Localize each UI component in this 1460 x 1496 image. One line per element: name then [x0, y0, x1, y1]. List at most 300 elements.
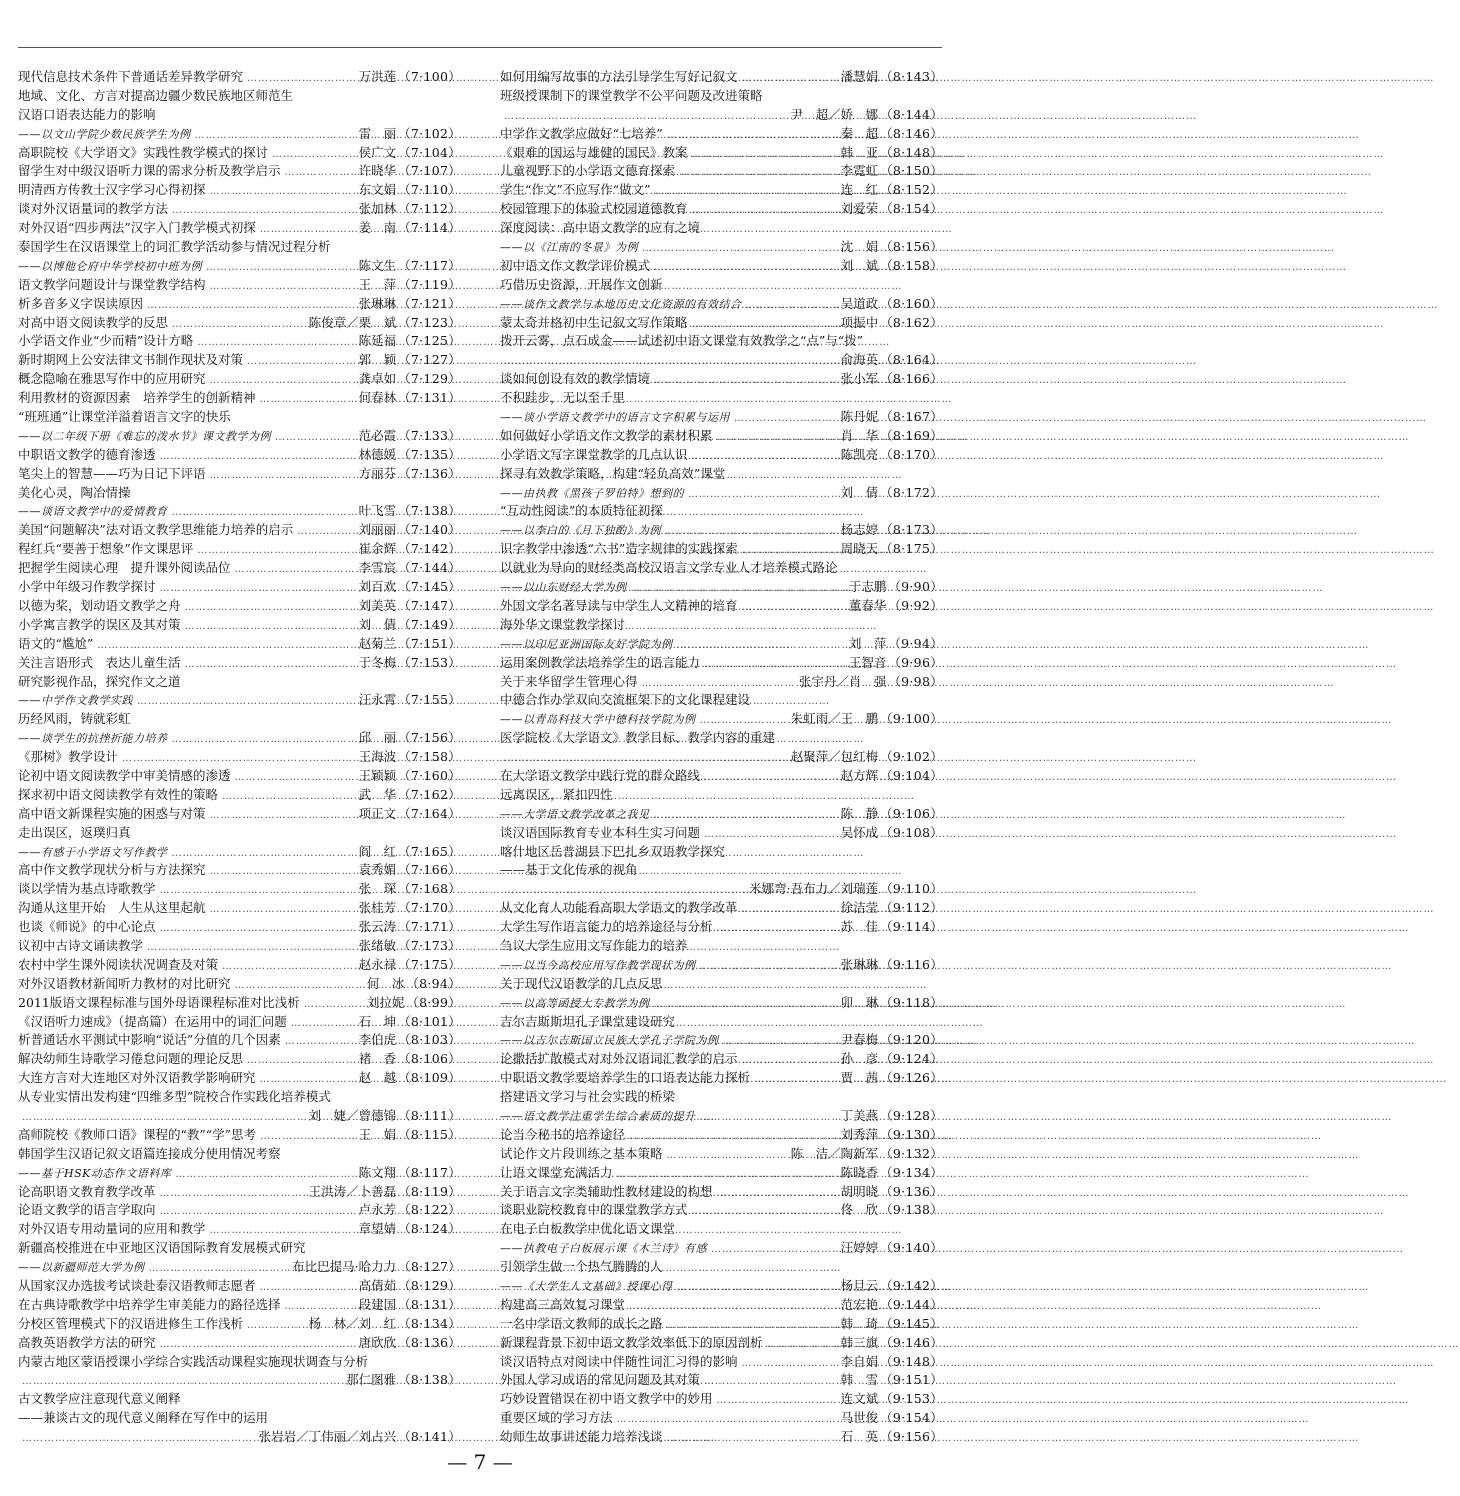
- toc-page-ref: （8·127）: [398, 1259, 461, 1275]
- toc-author: 雷 丽: [358, 125, 397, 141]
- toc-title-line: [500, 276, 943, 295]
- toc-entry: [18, 144, 461, 163]
- toc-page-ref: （7·166）: [398, 862, 461, 878]
- toc-title: 中职语文教学的德育渗透: [18, 446, 156, 462]
- toc-entry: [500, 918, 943, 937]
- toc-title-line: [500, 332, 943, 351]
- toc-title: 一名中学语文教师的成长之路: [500, 1315, 663, 1331]
- toc-entry: [18, 200, 461, 219]
- toc-page-ref: （8·124）: [398, 1221, 461, 1237]
- toc-author: 章望婧: [358, 1221, 397, 1237]
- toc-title-line: [500, 389, 943, 408]
- toc-subtitle: ——以吉尔吉斯国立民族大学孔子学院为例: [500, 1034, 719, 1048]
- toc-title-line: [18, 1239, 461, 1258]
- toc-title: 高中语文新课程实施的困惑与对策: [18, 805, 206, 821]
- toc-page-ref: （8·129）: [398, 1278, 461, 1293]
- toc-author: 石 英: [840, 1429, 879, 1445]
- toc-subtitle: ——《大学生人文基础》授课心得: [500, 1280, 673, 1293]
- toc-author: 贾 茜: [840, 1070, 879, 1086]
- toc-subtitle: ——以当今高校应用写作教学现状为例: [500, 958, 696, 972]
- toc-page-ref: （7·158）: [398, 749, 461, 765]
- toc-title: 高教英语教学方法的研究: [18, 1334, 156, 1350]
- toc-title-line: [18, 87, 461, 106]
- toc-title: 解决幼师生诗歌学习倦怠问题的理论反思: [18, 1051, 244, 1067]
- toc-title-line: [18, 1353, 461, 1372]
- toc-entry: [18, 635, 461, 654]
- toc-page-ref: （8·136）: [398, 1334, 461, 1350]
- toc-author: 项振中: [840, 314, 879, 330]
- toc-page-ref: （9·112）: [880, 900, 943, 916]
- toc-entry: [18, 1107, 461, 1126]
- toc-entry: [18, 1220, 461, 1239]
- toc-author: 潘慧娟: [840, 69, 879, 84]
- toc-author: 林德媛: [358, 446, 397, 462]
- toc-title: 笔尖上的智慧——巧为日记下评语: [18, 465, 206, 481]
- toc-title: 《汉语听力速成》（提高篇）在运用中的词汇问题: [18, 1013, 287, 1029]
- toc-page-ref: （7·147）: [398, 597, 461, 613]
- toc-subtitle: ——基于HSK动态作文语料库: [18, 1166, 172, 1180]
- toc-title: 美国“问题解决”法对语文教学思维能力培养的启示: [18, 522, 294, 538]
- toc-entry: [500, 370, 943, 389]
- toc-author: 韩三旗: [840, 1334, 879, 1350]
- toc-entry: [18, 1050, 461, 1069]
- toc-author: 沈 娟: [840, 239, 879, 255]
- toc-page-ref: （9·108）: [880, 824, 943, 840]
- toc-title-line: [500, 861, 943, 880]
- toc-title-line: [500, 843, 943, 862]
- toc-page-ref: （8·167）: [880, 409, 943, 425]
- toc-entry: [18, 125, 461, 144]
- toc-page-ref: （9·146）: [880, 1334, 943, 1350]
- toc-title: 医学院校《大学语文》教学目标、教学内容的重建: [500, 730, 776, 746]
- toc-page-ref: （8·122）: [398, 1202, 461, 1218]
- toc-entry: [500, 597, 943, 616]
- toc-author: 布比巴提马·哈力力: [292, 1259, 397, 1275]
- toc-entry: [18, 332, 461, 351]
- toc-title: 也谈《师说》的中心论点: [18, 919, 156, 935]
- toc-page-ref: （7·142）: [398, 541, 461, 557]
- toc-title: 小学语文写字课堂教学的几点认识: [500, 446, 688, 462]
- toc-page-ref: （9·118）: [880, 994, 943, 1010]
- toc-page-ref: （7·171）: [398, 919, 461, 935]
- toc-page-ref: （9·153）: [880, 1391, 943, 1407]
- toc-author: 李自娟: [840, 1353, 879, 1369]
- toc-title: 论高职语文教育教学改革: [18, 1183, 156, 1199]
- toc-title: 探求初中语文阅读教学有效性的策略: [18, 786, 219, 802]
- toc-author: 杨旦云: [840, 1278, 879, 1293]
- toc-entry: [18, 389, 461, 408]
- toc-subtitle: ——以二年级下册《难忘的泼水节》课文教学为例: [18, 429, 271, 443]
- toc-title: 谈汉语特点对阅读中伴随性词汇习得的影响: [500, 1353, 738, 1369]
- toc-page-ref: （7·129）: [398, 371, 461, 387]
- toc-author: 张宇丹／肖 强: [798, 673, 887, 689]
- toc-title-line: [18, 710, 461, 729]
- toc-author: 张加林: [358, 201, 397, 217]
- toc-subtitle: ——以山东财经大学为例: [500, 581, 627, 595]
- toc-author: 刘 萍: [848, 635, 887, 651]
- toc-author: 丁美燕: [840, 1107, 879, 1123]
- toc-author: 张小军: [840, 371, 879, 387]
- toc-author: 石 坤: [358, 1013, 397, 1029]
- toc-title: 内蒙古地区蒙语授课小学综合实践活动课程实施现状调查与分析: [18, 1353, 369, 1369]
- toc-author: 王颖颖: [358, 767, 397, 783]
- toc-page-ref: （9·132）: [880, 1145, 943, 1161]
- toc-subtitle: ——执教电子白板展示课《木兰诗》有感: [500, 1242, 707, 1256]
- toc-entry: [500, 578, 943, 597]
- toc-title-line: [500, 502, 943, 521]
- toc-entry: [500, 673, 943, 692]
- toc-page-ref: （9·148）: [880, 1353, 943, 1369]
- toc-title: 对外汉语教材新闻听力教材的对比研究: [18, 975, 231, 991]
- toc-author: 姜 南: [358, 220, 397, 236]
- toc-entry: [500, 1164, 943, 1183]
- toc-author: 项正文: [358, 805, 397, 821]
- toc-title: 对外汉语专用动量词的应用和教学: [18, 1221, 206, 1237]
- toc-entry: [500, 994, 943, 1013]
- toc-subtitle: ——由执教《黑孩子罗伯特》想到的: [500, 486, 684, 500]
- toc-title: 关于来华留学生管理心得: [500, 673, 638, 689]
- toc-entry: [18, 540, 461, 559]
- toc-title: 喀什地区岳普湖县下巴扎乡双语教学探究: [500, 843, 726, 859]
- toc-title: 不积跬步，无以至千里: [500, 390, 626, 406]
- toc-author: 尹春梅: [840, 1032, 879, 1048]
- toc-author: 于冬梅: [358, 654, 397, 670]
- toc-title: 从专业实情出发构建“四维多型”院校合作实践化培养模式: [18, 1089, 331, 1105]
- toc-author: 何 冰: [366, 975, 405, 991]
- toc-page-ref: （7·138）: [398, 503, 461, 519]
- toc-entry: [500, 805, 943, 824]
- toc-title: 试论作文片段训练之基本策略: [500, 1145, 663, 1161]
- toc-title: 论当今秘书的培养途径: [500, 1126, 626, 1142]
- toc-entry: [500, 408, 943, 427]
- toc-author: 胡明晓: [840, 1183, 879, 1199]
- toc-title: 语文的“尴尬”: [18, 635, 94, 651]
- toc-title: 留学生对中级汉语听力课的需求分析及教学启示: [18, 163, 281, 179]
- toc-title: 《那树》教学设计: [18, 749, 119, 765]
- toc-page-ref: （9·124）: [880, 1051, 943, 1067]
- toc-title: 地域、文化、方言对提高边疆少数民族地区师范生: [18, 87, 294, 103]
- toc-title-line: [18, 1145, 461, 1164]
- toc-page-ref: （8·150）: [880, 163, 943, 179]
- toc-author: 汪永霄: [358, 692, 397, 708]
- toc-page-ref: （7·162）: [398, 786, 461, 802]
- toc-title: 把握学生阅读心理 提升课外阅读品位: [18, 560, 231, 576]
- toc-subtitle: ——基于文化传承的视角: [500, 862, 638, 878]
- toc-page-ref: （8·173）: [880, 522, 943, 538]
- toc-page-ref: （7·144）: [398, 560, 461, 576]
- toc-subtitle: ——中学作文教学实践: [18, 694, 133, 708]
- toc-page-ref: （7·155）: [398, 692, 461, 708]
- toc-title-line: [500, 1088, 943, 1107]
- toc-author: 周晓天: [840, 541, 879, 557]
- toc-page-ref: （8·117）: [398, 1164, 461, 1180]
- toc-author: 王洪涛／卜善磊: [308, 1183, 397, 1199]
- toc-page-ref: （7·119）: [398, 276, 461, 292]
- toc-title: 高师院校《教师口语》课程的“教”“学”思考: [18, 1126, 257, 1142]
- toc-title: 沟通从这里开始 人生从这里起航: [18, 900, 206, 916]
- toc-title: “互动性阅读”的本质特征初探: [500, 503, 663, 519]
- toc-title: 析普通话水平测试中影响“说话”分值的几个因素: [18, 1032, 281, 1048]
- toc-entry: [500, 144, 943, 163]
- toc-page-ref: （9·145）: [880, 1315, 943, 1331]
- toc-entry: [500, 1069, 943, 1088]
- toc-page-ref: （9·134）: [880, 1164, 943, 1180]
- toc-author: 侯广文: [358, 144, 397, 160]
- toc-entry: [18, 68, 461, 87]
- toc-page-ref: （7·135）: [398, 446, 461, 462]
- toc-title: 小学中年级习作教学探讨: [18, 579, 156, 595]
- toc-author: 张琳琳: [358, 295, 397, 311]
- toc-author: 东文娟: [358, 182, 397, 198]
- toc-title: 对高中语文阅读教学的反思: [18, 314, 169, 330]
- toc-title: 以就业为导向的财经类高校汉语言文学专业人才培养模式路论: [500, 560, 838, 576]
- toc-entry: [500, 1315, 943, 1334]
- toc-author: 褚 香: [358, 1051, 397, 1067]
- toc-author: 邱 丽: [358, 730, 397, 746]
- toc-author: 陈延福: [358, 333, 397, 349]
- toc-title: 学生“作文”不应写作“做文”: [500, 182, 651, 198]
- toc-author: 赵 越: [358, 1070, 397, 1086]
- toc-subtitle: ——以印尼亚洲国际友好学院为例: [500, 637, 673, 651]
- toc-page-ref: （7·145）: [398, 579, 461, 595]
- toc-subtitle: ——语文教学注重学生综合素质的提升: [500, 1109, 696, 1123]
- toc-page-ref: （8·131）: [398, 1296, 461, 1312]
- toc-entry: [18, 257, 461, 276]
- toc-entry: [500, 314, 943, 333]
- top-rule: [18, 47, 942, 48]
- toc-entry: [18, 559, 461, 578]
- toc-author: 卢永芳: [358, 1202, 397, 1218]
- toc-title: 古文教学应注意现代意义阐释: [18, 1391, 181, 1407]
- toc-title: 深度阅读：高中语文教学的应有之境: [500, 220, 701, 236]
- toc-title-line: [500, 975, 943, 994]
- leader-dots: [667, 1430, 837, 1449]
- toc-subtitle: ——谈小学语文教学中的语言文字积累与运用: [500, 411, 730, 425]
- toc-entry: [500, 540, 943, 559]
- toc-entry: [18, 994, 461, 1013]
- toc-page-ref: （7·123）: [398, 314, 461, 330]
- toc-title-line: [500, 1013, 943, 1032]
- toc-title-line: [18, 1409, 461, 1428]
- toc-author: 张琳琳: [840, 956, 879, 972]
- toc-title: 韩国学生汉语记叙文语篇连接成分使用情况考察: [18, 1145, 281, 1161]
- toc-entry: [18, 276, 461, 295]
- toc-page-ref: （8·115）: [398, 1126, 461, 1142]
- toc-title: 初中语文作文教学评价模式: [500, 257, 651, 273]
- toc-page-ref: （7·125）: [398, 333, 461, 349]
- toc-entry: [500, 767, 943, 786]
- toc-author: 张绪敏: [358, 937, 397, 953]
- toc-entry: [18, 1126, 461, 1145]
- toc-author: 王 娟: [358, 1126, 397, 1142]
- toc-page-ref: （8·111）: [398, 1107, 461, 1123]
- toc-entry: [18, 843, 461, 862]
- toc-entry: [500, 1031, 943, 1050]
- toc-entry: [500, 956, 943, 975]
- toc-title: 概念隐喻在雅思写作中的应用研究: [18, 371, 206, 387]
- toc-title: 大连方言对大连地区对外汉语教学影响研究: [18, 1070, 256, 1086]
- toc-entry: [18, 937, 461, 956]
- toc-entry: [18, 767, 461, 786]
- toc-entry: [500, 1183, 943, 1202]
- toc-entry: [18, 918, 461, 937]
- toc-title: 小学寓言教学的误区及其对策: [18, 616, 181, 632]
- toc-author: 李霓虹: [840, 163, 879, 179]
- toc-author: 刘秀萍: [840, 1126, 879, 1142]
- toc-page-ref: （9·128）: [880, 1107, 943, 1123]
- toc-page-ref: （8·146）: [880, 125, 943, 141]
- toc-author: 连 红: [840, 182, 879, 198]
- toc-author: 朱虹雨／王 鹏: [790, 711, 879, 727]
- toc-title: 小学语文作业“少而精”设计方略: [18, 333, 194, 349]
- toc-title: 中德合作办学双向交流框架下的文化课程建设: [500, 692, 751, 708]
- toc-author: 佟 欣: [840, 1202, 879, 1218]
- toc-author: 范必霞: [358, 427, 397, 443]
- toc-page-ref: （7·160）: [398, 767, 461, 783]
- toc-author: 叶飞雪: [358, 503, 397, 519]
- toc-title: 刍议大学生应用文写作能力的培养: [500, 937, 688, 953]
- toc-author: 陈 洁／陶新军: [790, 1145, 879, 1161]
- toc-page-ref: （8·175）: [880, 541, 943, 557]
- toc-page-ref: （7·153）: [398, 654, 461, 670]
- toc-title: 引领学生做一个热气腾腾的人: [500, 1259, 663, 1275]
- toc-page-ref: （7·131）: [398, 390, 461, 406]
- toc-page-ref: （7·102）: [398, 125, 461, 141]
- toc-title: 吉尔吉斯斯坦孔子课堂建设研究: [500, 1013, 676, 1029]
- toc-title: 从文化育人功能看高职大学语文的教学改革: [500, 900, 738, 916]
- toc-author: 俞海英: [840, 352, 879, 368]
- toc-page-ref: （9·144）: [880, 1296, 943, 1312]
- toc-title: 大学生写作语言能力的培养途径与分析: [500, 919, 713, 935]
- toc-title: 关注言语形式 表达儿童生活: [18, 654, 181, 670]
- toc-page-ref: （8·156）: [880, 239, 943, 255]
- toc-title: 汉语口语表达能力的影响: [18, 106, 156, 122]
- toc-entry: [500, 1107, 943, 1126]
- toc-page-ref: （7·165）: [398, 843, 461, 859]
- toc-title: 班级授课制下的课堂教学不公平问题及改进策略: [500, 87, 763, 103]
- toc-page-ref: （8·170）: [880, 446, 943, 462]
- toc-page-ref: （8·154）: [880, 201, 943, 217]
- toc-title: 搭建语文学习与社会实践的桥梁: [500, 1089, 676, 1105]
- toc-author: 马世俊: [840, 1410, 879, 1426]
- toc-title: 在电子白板教学中优化语文课堂: [500, 1221, 676, 1237]
- toc-title-line: [500, 465, 943, 484]
- toc-entry: [500, 1390, 943, 1409]
- toc-author: 张云涛: [358, 919, 397, 935]
- toc-author: 刘百欢: [358, 579, 397, 595]
- toc-page-ref: （8·94）: [406, 975, 461, 991]
- toc-page-ref: （7·170）: [398, 900, 461, 916]
- toc-subtitle: ——以李白的《月下独酌》为例: [500, 524, 661, 538]
- toc-entry: [500, 880, 943, 899]
- toc-entry: [18, 502, 461, 521]
- toc-entry: [18, 1277, 461, 1296]
- toc-author: 赵永禄: [358, 956, 397, 972]
- toc-page-ref: （8·158）: [880, 257, 943, 273]
- toc-title: 中职语文教学要培养学生的口语表达能力探析: [500, 1070, 751, 1086]
- toc-author: 张岩岩／丁伟丽／刘占兴: [258, 1429, 397, 1445]
- toc-entry: [18, 521, 461, 540]
- toc-title: 论语文教学的语言学取向: [18, 1202, 156, 1218]
- toc-entry: [500, 106, 943, 125]
- toc-page-ref: （7·164）: [398, 805, 461, 821]
- toc-page-ref: （7·175）: [398, 956, 461, 972]
- toc-entry: [500, 295, 943, 314]
- toc-author: 李雪宸: [358, 560, 397, 576]
- toc-page-ref: （9·140）: [880, 1240, 943, 1256]
- toc-author: 陈晓香: [840, 1164, 879, 1180]
- toc-title: 识字教学中渗透“六书”造字规律的实践探索: [500, 541, 738, 557]
- toc-title: 研究影视作品，探究作文之道: [18, 673, 181, 689]
- toc-entry: [18, 219, 461, 238]
- toc-page-ref: （9·104）: [880, 767, 943, 783]
- toc-author: 何春林: [358, 390, 397, 406]
- toc-author: 尹 超／娇 娜: [790, 106, 879, 122]
- toc-entry: [18, 351, 461, 370]
- toc-entry: [500, 635, 943, 654]
- toc-title: 外国文学名著导读与中学生人文精神的培育: [500, 597, 738, 613]
- toc-entry: [18, 1069, 461, 1088]
- toc-entry: [18, 597, 461, 616]
- toc-page-ref: （8·106）: [398, 1051, 461, 1067]
- toc-entry: [500, 654, 943, 673]
- toc-author: 陈凯亮: [840, 446, 879, 462]
- toc-title: 外国人学习成语的常见问题及其对策: [500, 1372, 701, 1388]
- toc-entry: [18, 1031, 461, 1050]
- toc-entry: [18, 1315, 461, 1334]
- toc-title: 巧借历史资源，开展作文创新: [500, 276, 663, 292]
- toc-author: 刘丽丽: [358, 522, 397, 538]
- toc-entry: [500, 1126, 943, 1145]
- toc-page-ref: （7·110）: [398, 182, 461, 198]
- page-number: — 7 —: [447, 1450, 513, 1474]
- toc-entry: [500, 1145, 943, 1164]
- toc-page-ref: （9·138）: [880, 1202, 943, 1218]
- leader-dots: [22, 1430, 255, 1449]
- toc-author: 吴道政: [840, 295, 879, 311]
- toc-entry: [18, 370, 461, 389]
- toc-title: 语文教学问题设计与课堂教学结构: [18, 276, 206, 292]
- toc-author: 刘 倩: [358, 616, 397, 632]
- toc-entry: [500, 521, 943, 540]
- toc-title: 以德为桨，划动语文教学之舟: [18, 597, 181, 613]
- toc-entry: [500, 1428, 943, 1447]
- toc-author: 连文斌: [840, 1391, 879, 1407]
- toc-author: 唐欣欣: [358, 1334, 397, 1350]
- toc-entry: [18, 1334, 461, 1353]
- toc-entry: [500, 1201, 943, 1220]
- toc-entry: [18, 465, 461, 484]
- toc-page-ref: （9·92）: [888, 597, 943, 613]
- toc-page-ref: （9·100）: [880, 711, 943, 727]
- toc-entry: [18, 956, 461, 975]
- toc-entry: [500, 427, 943, 446]
- toc-page-ref: （7·133）: [398, 427, 461, 443]
- toc-title: 构建高三高效复习课堂: [500, 1296, 626, 1312]
- toc-title-line: [18, 484, 461, 503]
- toc-entry: [18, 786, 461, 805]
- toc-entry: [500, 1353, 943, 1372]
- toc-title: 蒙太奇并格初中生记叙文写作策略: [500, 314, 688, 330]
- toc-title: 巧妙设置错误在初中语文教学中的妙用: [500, 1391, 713, 1407]
- toc-page-ref: （9·106）: [880, 805, 943, 821]
- toc-title-line: [500, 691, 943, 710]
- toc-subtitle: ——以高等函授大专教学为例: [500, 996, 650, 1010]
- toc-author: 刘 斌: [840, 257, 879, 273]
- toc-title-line: [500, 786, 943, 805]
- toc-title-line: [500, 937, 943, 956]
- toc-title: 高中作文教学现状分析与方法探究: [18, 862, 206, 878]
